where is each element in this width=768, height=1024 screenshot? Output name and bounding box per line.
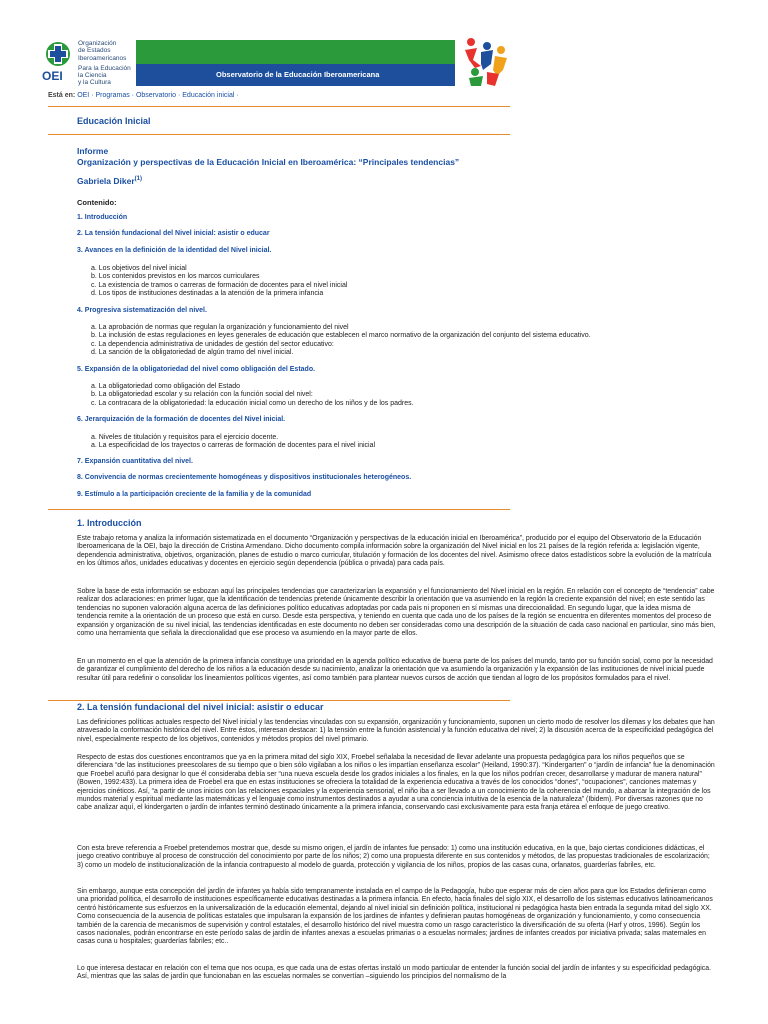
intro-paragraph-3: En un momento en el que la atención de la primera infancia constituye una prioridad en la agenda político educativa de buena parte de los países del mundo, tanto por su función social, como por la necesidad de garantizar el cumplimiento del derecho de los niños a la educación desde su nacimiento, analizar la orientación que va asumiendo la organización y la expansión de las instituciones de nivel inicial puede resultar útil para redefinir o consolidar los lineamientos políticos vigentes, así como también para plantear nuevos cursos de acción que tiendan al logro de los propósitos formulados para el nivel. <box>77 658 713 682</box>
breadcrumb-link-oei[interactable]: OEI <box>77 92 90 99</box>
toc-sublist-6 <box>77 434 375 451</box>
doc-type: Informe <box>77 146 109 156</box>
list-item: b. La obligatoriedad escolar y su relación con la función social del nivel: <box>91 391 313 399</box>
doc-title: Organización y perspectivas de la Educación Inicial en Iberoamérica: “Principales tendencias” <box>77 157 460 167</box>
breadcrumb-link-observatorio[interactable]: Observatorio <box>135 92 177 99</box>
oei-logo[interactable] <box>40 38 135 88</box>
list-item: a. La obligatoriedad como obligación del Estado <box>91 383 241 390</box>
toc-sublist-3 <box>77 265 347 298</box>
list-item: d. Los tipos de instituciones destinadas a la atención de la primera infancia <box>91 289 324 297</box>
list-item: a. La aprobación de normas que regulan la organización y funcionamiento del nivel <box>91 324 349 331</box>
toc-link-1[interactable]: 1. Introducción <box>77 214 128 221</box>
toc-link-2[interactable]: 2. La tensión fundacional del Nivel inicial: asistir o educar <box>77 230 270 237</box>
breadcrumb-label: Está en: <box>48 92 76 99</box>
toc-link-6[interactable]: 6. Jerarquización de la formación de docentes del Nivel inicial. <box>77 416 286 423</box>
section2-paragraph-4: Sin embargo, aunque esta concepción del jardín de infantes ya había sido tempranamente instalada en el campo de la Pedagogía, hubo que esperar más de cien años para que los Estados definieran como una prioridad política, el desarrollo de instituciones específicamente educativas destinadas a la primera infancia. En efecto, hacia finales del siglo XIX, el desarrollo de los sistemas educativos latinoamericanos centró históricamente sus esfuerzos en la universalización de la educación elemental, dejando al nivel inicial sin definición política, institucional ni pedagógica hasta bien entrada la segunda mitad del siglo XX. Como consecuencia de la ausencia de políticas estatales que impulsaran la expansión de los jardines de infantes y definieran pautas homogéneas de organización y funcionamiento, y como consecuencia también de la carencia de mecanismos de supervisión y control estatales, el desarrollo histórico del nivel muestra como un rasgo característico la diversificación de su oferta (Harf y otros, 1996). Según los casos nacionales, podrán encontrarse en este período salas de jardín de infantes anexas a escuelas primarias o a escuelas normales; jardines de infantes creados por iniciativa privada; salas maternales en casas cuna u hospitales; guarderías fabriles; etc.. <box>77 888 713 946</box>
breadcrumb-link-programas[interactable]: Programas <box>95 92 130 99</box>
toc-link-8[interactable]: 8. Convivencia de normas crecientemente homogéneas y dispositivos institucionales heterogéneos. <box>77 474 412 481</box>
toc-link-4[interactable]: 4. Progresiva sistematización del nivel. <box>77 307 207 314</box>
list-item: d. La sanción de la obligatoriedad de algún tramo del nivel inicial. <box>91 348 294 356</box>
section-divider <box>48 700 510 701</box>
toc-sublist-5 <box>77 383 414 408</box>
author-name: Gabriela Diker$^{(1)}$ <box>77 176 142 186</box>
section2-paragraph-3: Con esta breve referencia a Froebel pretendemos mostrar que, desde su mismo origen, el jardín de infantes fue pensado: 1) como una institución educativa, en la que, bajo ciertas condiciones didácticas, el juego creativo contribuye al proceso de construcción del conocimiento por parte de los niños; 2) como una propuesta diferente en sus contenidos y métodos, de las propuestas tradicionales de escolarización; 3) como un modelo de institucionalización de la infancia contrapuesto al modelo de guarda, protección y vigilancia de los niños, propios de las casas cuna, orfanatos, guarderías fabriles, etc. <box>77 845 710 869</box>
list-item: a. Los objetivos del nivel inicial <box>91 265 187 272</box>
logo-org-name: Organización de Estados Iberoamericanos Para la Educación la Ciencia y la Cultura <box>78 40 131 87</box>
contents-label: Contenido: <box>77 198 117 207</box>
toc-link-5[interactable]: 5. Expansión de la obligatoriedad del nivel como obligación del Estado. <box>77 366 316 373</box>
list-item: b. La inclusión de estas regulaciones en leyes generales de educación que establecen el marco normativo de la organización del conjunto del sistema educativo. <box>91 332 591 340</box>
breadcrumb-link-educacion-inicial[interactable]: Educación inicial <box>182 92 235 99</box>
breadcrumb: Está en: OEI · Programas · Observatorio · Educación inicial · <box>48 92 239 99</box>
list-item: c. La dependencia administrativa de unidades de gestión del sector educativo: <box>91 340 334 348</box>
section2-paragraph-5: Lo que interesa destacar en relación con el tema que nos ocupa, es que cada una de estas ofertas instaló un modo particular de entender la función social del jardín de infantes y su especificidad pedagógica. Así, mientras que las salas de jardín que funcionaban en las escuelas normales se convertían –siguiendo los principios del normalismo de la <box>77 965 711 981</box>
section-title: Educación Inicial <box>77 116 151 126</box>
intro-paragraph-2: Sobre la base de esta información se esbozan aquí las principales tendencias que caracterizarían la expansión y el funcionamiento del Nivel inicial en la región. En relación con el concepto de “tendencia” cabe realizar dos aclaraciones: en primer lugar, que la identificación de tendencias pretende únicamente describir la orientación que va asumiendo en la región la creciente expansión del nivel; en este sentido las tendencias no suponen valoración alguna acerca de las definiciones político educativas adoptadas por cada país ni proponen en sí mismas una direccionalidad. En segundo lugar, que la idea misma de tendencia remite a la orientación de un proceso que está en curso. Desde esta perspectiva, y teniendo en cuenta que cada uno de los países de la región se encuentra en diferentes momentos del proceso de expansión y organización de su nivel inicial, las tendencias identificadas en este documento no deben ser consideradas como una descripción de la situación de cada caso nacional en particular, sino más bien, como una herramienta que señala la direccionalidad que ese proceso va asumiendo en la mayor parte de ellos. <box>77 588 716 638</box>
heading-tension-fundacional: 2. La tensión fundacional del nivel inicial: asistir o educar <box>77 702 324 712</box>
toc-link-9[interactable]: 9. Estímulo a la participación creciente de la familia y de la comunidad <box>77 491 312 498</box>
decorative-figures-icon <box>461 36 509 88</box>
heading-introduccion: 1. Introducción <box>77 518 142 528</box>
section2-paragraph-2: Respecto de estas dos cuestiones encontramos que ya en la primera mitad del siglo XIX, Froebel señalaba la necesidad de llevar adelante una propuesta pedagógica para los niños pequeños que se diferenciara “de las instituciones preescolares de su tiempo que o bien sólo vigilaban a los niños o les impartían enseñanza escolar” (Heiland, 1990:37). “Kindergarten” o “jardín de infancia” fue la denominación que Froebel acuñó para designar lo que él consideraba debía ser “una nueva escuela desde los grados iniciales a los finales, en la que los niños podrían crecer, desarrollarse y madurar de manera natural” (Bowen, 1992:433). La primera idea de Froebel era que en estas instituciones se ofreciera la totalidad de la experiencia educativa a través de los conocidos “dones”, “ocupaciones”, canciones maternas y ejercicios cinéticos. Así, “a partir de unos inicios con las relaciones espaciales y la experiencia sensorial, el niño iba a ser llevado a un conocimiento de la coherencia del mundo, a abarcar la integración de los mundos material y espiritual mediante las matemáticas y el lenguaje como instrumentos destinados a ayudar a una conciencia intuitiva de la esencia de la naturaleza” (Ibidem). Por diversas razones que no cabe analizar aquí, el kindergarten o jardín de infantes terminó destinado únicamente a la primera infancia, conservando casi exclusivamente para esta franja etárea el enfoque de juego creativo. <box>77 754 715 812</box>
toc-link-7[interactable]: 7. Expansión cuantitativa del nivel. <box>77 458 193 465</box>
toc-sublist-4 <box>77 324 591 357</box>
list-item: b. Los contenidos previstos en los marcos curriculares <box>91 273 260 281</box>
oei-logo-icon <box>40 40 76 84</box>
page-header <box>0 0 768 95</box>
intro-paragraph-1: Este trabajo retoma y analiza la información sistematizada en el documento “Organización y perspectivas de la educación inicial en Iberoamérica”, producido por el equipo del Observatorio de la Educación Iberoamericana de la OEI, bajo la dirección de Cristina Armendano. Dicho documento compila información sobre la organización del Nivel inicial en los 21 países de la región referida a: legislación vigente, dependencia administrativa, objetivos, organización, planes de estudio o marco curricular, titulación y formación de los docentes del nivel. Asimismo ofrece datos estadísticos sobre la evolución de la matrícula en los últimos años, unidades educativas y docentes en ejercicio según dependencia (pública o privada) para cada país. <box>77 535 712 568</box>
list-item: c. La existencia de tramos o carreras de formación de docentes para el nivel inicial <box>91 281 348 289</box>
author-footnote-link[interactable]: (1) <box>134 176 142 183</box>
banner-title: Observatorio de la Educación Iberoamericana <box>216 70 380 79</box>
toc-divider <box>48 509 510 510</box>
list-item: a. Niveles de titulación y requisitos para el ejercicio docente. <box>91 434 279 441</box>
section2-paragraph-1: Las definiciones políticas actuales respecto del Nivel inicial y las tendencias vinculadas con su expansión, organización y funcionamiento, suponen un cierto modo de resolver los dilemas y los debates que han atravesado la conformación histórica del nivel. Entre éstos, interesan destacar: 1) la tensión entre la función asistencial y la función educativa del nivel; 2) la discusión acerca de la especificidad pedagógica del nivel, especialmente respecto de los objetivos, contenidos y métodos propios del nivel primario. <box>77 719 715 743</box>
banner-green-strip <box>136 40 455 64</box>
title-divider <box>48 134 510 135</box>
header-divider <box>48 106 510 107</box>
list-item: c. La contracara de la obligatoriedad: la educación inicial como un derecho de los niños y de los padres. <box>91 399 414 407</box>
logo-acronym: OEI <box>42 69 63 83</box>
banner-title-bar <box>136 64 455 86</box>
toc-link-3[interactable]: 3. Avances en la definición de la identidad del Nivel inicial. <box>77 247 272 254</box>
list-item: a. La especificidad de los trayectos o carreras de formación de docentes para el nivel inicial <box>91 442 376 450</box>
